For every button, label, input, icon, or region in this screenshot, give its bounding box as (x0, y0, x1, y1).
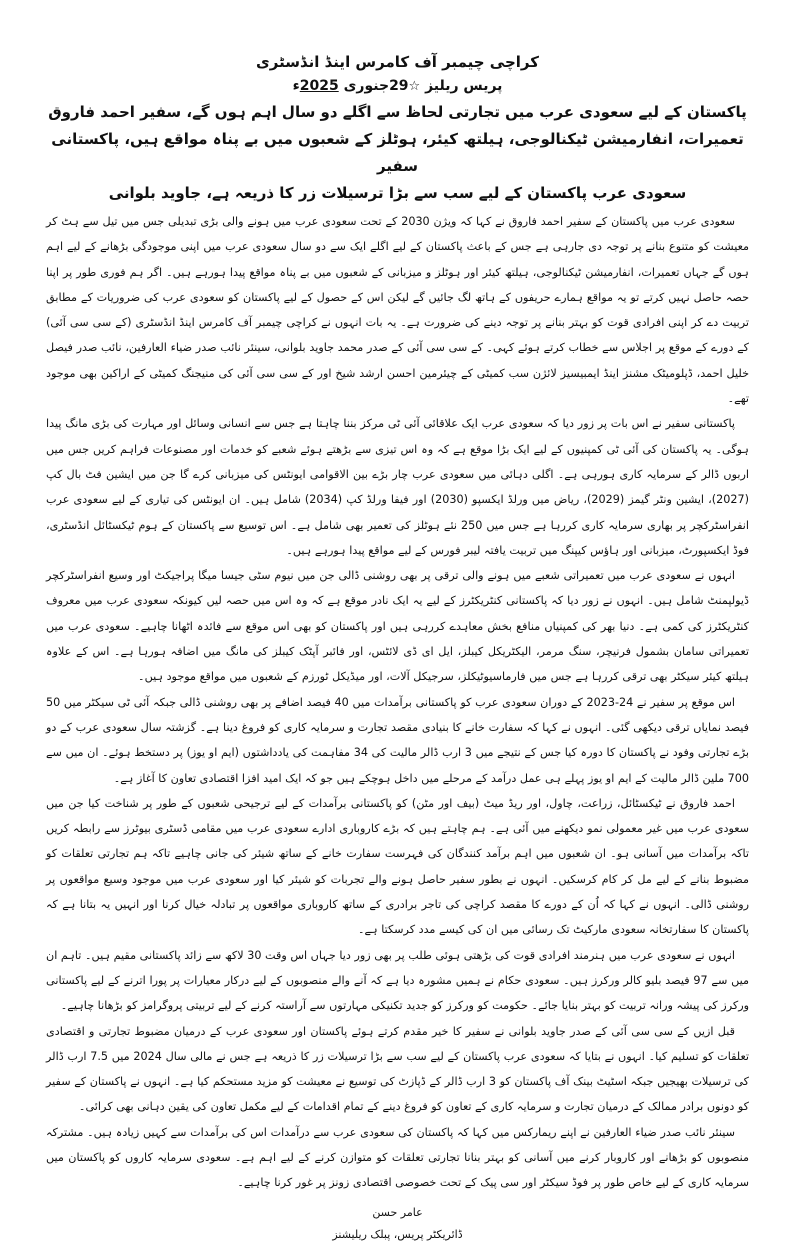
signatory-name: عامر حسن (372, 1205, 423, 1219)
paragraph: انہوں نے سعودی عرب میں تعمیراتی شعبے میں ہونے والی ترقی پر بھی روشنی ڈالی جن میں نیوم سٹی جیسا میگا پراجیکٹ اور وسیع انفراسٹرکچر ڈیولپمنٹ شامل ہیں۔ انہوں نے زور دیا کہ پاکستانی کنٹریکٹرز کے لیے یہ ایک نادر موقع ہے کہ وہ اس میں حصہ لیں کیونکہ سعودی عرب میں معروف کنٹریکٹرز کی کمی ہے۔ دنیا بھر کی کمپنیاں منافع بخش معاہدے کررہی ہیں اور پاکستان کو بھی اس موقع سے فائدہ اٹھانا چاہیے۔ سعودی عرب میں تعمیراتی سامان بشمول فرنیچر، سنگ مرمر، الیکٹریکل کیبلز، ایل ای ڈی لائٹس، اور فائبر آپٹک کیبلز کی مانگ میں اضافہ ہورہا ہے۔ اس کے علاوہ ہیلتھ کیئر سیکٹر بھی ترقی کررہا ہے جس میں فارماسیوٹیکلز، سرجیکل آلات، اور میڈیکل ٹورزم کے شعبوں میں مواقع موجود ہیں۔ (46, 569, 749, 684)
date-month: جنوری (343, 78, 390, 94)
date-year: 2025 (299, 78, 339, 94)
release-label: پریس ریلیز (425, 78, 503, 94)
paragraph: پاکستانی سفیر نے اس بات پر زور دیا کہ سعودی عرب ایک علاقائی آئی ٹی مرکز بننا چاہتا ہے جس سے انسانی وسائل اور مہارت کی بڑی مانگ پیدا ہوگی۔ یہ پاکستان کی آئی ٹی کمپنیوں کے لیے ایک بڑا موقع ہے کہ وہ اس تیزی سے بڑھتے ہوئے شعبے کو خدمات اور مصنوعات فراہم کریں جس میں اربوں ڈالر کے سرمایہ کاری ہورہی ہے۔ اگلی دہائی میں سعودی عرب چار بڑے بین الاقوامی ایونٹس کی میزبانی کرے گا جن میں ایشین فٹ بال کپ (2027)، ایشین ونٹر گیمز (2029)، ریاض میں ورلڈ ایکسپو (2030) اور فیفا ورلڈ کپ (2034) شامل ہیں۔ ان ایونٹس کی تیاری کے لیے سعودی عرب انفراسٹرکچر پر بھاری سرمایہ کاری کررہا ہے جس میں 250 نئے ہوٹلز کی تعمیر بھی شامل ہے۔ اس توسیع سے پاکستان کے ہوم ٹیکسٹائل انڈسٹری، فوڈ ایکسپورٹ، میزبانی اور ہاؤس کیپنگ میں تربیت یافتہ لیبر فورس کے لیے مواقع پیدا ہورہے ہیں۔ (46, 417, 749, 557)
release-date-line (46, 74, 749, 98)
paragraph: سعودی عرب میں پاکستان کے سفیر احمد فاروق نے کہا کہ ویژن 2030 کے تحت سعودی عرب میں ہونے والی بڑی تبدیلی جس میں تیل سے ہٹ کر معیشت کو متنوع بنانے پر توجہ دی جارہی ہے جس کے باعث پاکستان کے لیے اگلے ایک سے دو سال سعودی عرب میں اپنی موجودگی بڑھانے کے لیے اہم ہوں گے جہاں تعمیرات، انفارمیشن ٹیکنالوجی، ہیلتھ کیئر اور ہوٹلز و میزبانی کے شعبوں میں بے پناہ مواقع پیدا ہورہے ہیں۔ اگر ہم فوری طور پر اپنا حصہ حاصل نہیں کرتے تو یہ مواقع ہمارے حریفوں کے ہاتھ لگ جائیں گے لیکن اس کے حصول کے لیے پاکستان کو سعودی عرب کی ضروریات کے مطابق تربیت دے کر اپنی افرادی قوت کو بہتر بنانے پر توجہ دینے کی ضرورت ہے۔ یہ بات انہوں نے کراچی چیمبر آف کامرس اینڈ انڈسٹری (کے سی سی آئی) کے دورے کے موقع پر اجلاس سے خطاب کرتے ہوئے کہی۔ کے سی سی آئی کے صدر محمد جاوید بلوانی، سینئر نائب صدر ضیاء العارفین، نائب صدر فیصل خلیل احمد، ڈپلومیٹک مشنز اینڈ ایمبیسیز لائژن سب کمیٹی کے چیئرمین احسن ارشد شیخ اور کے سی سی آئی کی منیجنگ کمیٹی کے اراکین بھی موجود تھے۔ (46, 215, 749, 406)
star-icon: ☆ (408, 79, 421, 94)
headline-line: سعودی عرب پاکستان کے لیے سب سے بڑا ترسیلات زر کا ذریعہ ہے، جاوید بلوانی (108, 184, 687, 202)
date-suffix: ء (292, 78, 300, 94)
headline-line: پاکستان کے لیے سعودی عرب میں تجارتی لحاظ سے اگلے دو سال اہم ہوں گے، سفیر احمد فاروق (48, 103, 747, 121)
press-release-page (46, 0, 749, 1246)
headline-line: تعمیرات، انفارمیشن ٹیکنالوجی، ہیلتھ کیئر، ہوٹلز کے شعبوں میں بے پناہ مواقع ہیں، پاکستانی سفیر (51, 130, 744, 175)
article-body (46, 209, 749, 1196)
signatory-title: ڈائریکٹر پریس، پبلک ریلیشنز (332, 1227, 463, 1241)
paragraph: سینئر نائب صدر ضیاء العارفین نے اپنے ریمارکس میں کہا کہ پاکستان کی سعودی عرب سے درآمدات اس کی برآمدات سے کہیں زیادہ ہیں۔ مشترکہ منصوبوں کو بڑھانے اور کاروبار کرنے میں آسانی کو بہتر بنانا تجارتی تعلقات کو متوازن کرنے کے لیے اہم ہے۔ سعودی سرمایہ کاروں کو پاکستان میں سرمایہ کاری کے لیے خاص طور پر فوڈ سیکٹر اور سی پیک کے تحت خصوصی اقتصادی زونز پر غور کرنا چاہیے۔ (46, 1125, 749, 1190)
organization-title: کراچی چیمبر آف کامرس اینڈ انڈسٹری (256, 53, 539, 71)
headline (46, 99, 749, 207)
paragraph: اس موقع پر سفیر نے 24-2023 کے دوران سعودی عرب کو پاکستانی برآمدات میں 40 فیصد اضافے پر بھی روشنی ڈالی جبکہ آئی ٹی سیکٹر میں 50 فیصد نمایاں ترقی دیکھی گئی۔ انہوں نے کہا کہ سفارت خانے کا بنیادی مقصد تجارت و سرمایہ کاری کو فروغ دینا ہے۔ گزشتہ سال سعودی عرب کے دو بڑے تجارتی وفود نے پاکستان کا دورہ کیا جس کے نتیجے میں 3 ارب ڈالر مالیت کی 34 مفاہمت کی یادداشتوں (ایم او یوز) پر دستخط ہوئے۔ ان میں سے 700 ملین ڈالر مالیت کے ایم او یوز پہلے ہی عمل درآمد کے مرحلے میں داخل ہوچکے ہیں جو کہ ایک امید افزا اقتصادی تعاون کا آغاز ہے۔ (46, 695, 749, 785)
date-day: 29 (389, 78, 409, 94)
paragraph: احمد فاروق نے ٹیکسٹائل، زراعت، چاول، اور ریڈ میٹ (بیف اور مٹن) کو پاکستانی برآمدات کے لیے ترجیحی شعبوں کے طور پر شناخت کیا جن میں سعودی عرب میں غیر معمولی نمو دیکھنے میں آئی ہے۔ ہم چاہتے ہیں کہ بڑے کاروباری ادارے سعودی عرب میں مقامی ڈسٹری بیوٹرز سے رابطہ کریں تاکہ برآمدات میں آسانی ہو۔ ان شعبوں میں اہم برآمد کنندگان کی فہرست سفارت خانے کے ساتھ شیئر کی جانی چاہیے تاکہ ہم تجارتی تعلقات کو مضبوط بنانے کے لیے مل کر کام کرسکیں۔ انہوں نے بطور سفیر حاصل ہونے والے تجربات کو شیئر کیا اور سعودی عرب میں موجود وسیع مواقعوں پر روشنی ڈالی۔ انہوں نے کہا کہ اُن کے دورے کا مقصد کراچی کی تاجر برادری کے ساتھ کاروباری مواقعوں پر تبادلہ خیال کرنا اور انہیں یہ بتانا ہے کہ پاکستان کا سفارتخانہ سعودی مارکیٹ تک رسائی میں ان کی کیسے مدد کرسکتا ہے۔ (46, 796, 749, 937)
signature-block (46, 1202, 749, 1246)
paragraph: قبل ازیں کے سی سی آئی کے صدر جاوید بلوانی نے سفیر کا خیر مقدم کرتے ہوئے پاکستان اور سعودی عرب کے درمیان مضبوط تجارتی و اقتصادی تعلقات کو تسلیم کیا۔ انہوں نے بتایا کہ سعودی عرب پاکستان کے لیے سب سے بڑا ترسیلات زر کا ذریعہ ہے جس نے مالی سال 2024 میں 7.5 ارب ڈالر کی ترسیلات بھیجیں جبکہ اسٹیٹ بینک آف پاکستان کو 3 ارب ڈالر کے ڈپازٹ کی توسیع نے معیشت کو مزید مستحکم کیا ہے۔ انہوں نے پاکستان کے سفیر کو دونوں برادر ممالک کے درمیان تجارت و سرمایہ کاری کے تعاون کو فروغ دینے کے تمام اقدامات کے لیے مکمل تعاون کی یقین دہانی بھی کرائی۔ (46, 1024, 749, 1114)
paragraph: انہوں نے سعودی عرب میں ہنرمند افرادی قوت کی بڑھتی ہوئی طلب پر بھی زور دیا جہاں اس وقت 30 لاکھ سے زائد پاکستانی مقیم ہیں۔ تاہم ان میں سے 97 فیصد بلیو کالر ورکرز ہیں۔ سعودی حکام نے ہمیں مشورہ دیا ہے کہ آنے والے منصوبوں کے لیے درکار معیارات پر پورا اترنے کے لیے پاکستانی ورکرز کی پیشہ ورانہ تربیت کو بہتر بنایا جائے۔ حکومت کو ورکرز کو جدید تکنیکی مہارتوں سے آراستہ کرنے کے لیے تربیتی پروگرامز کو بڑھانا چاہیے۔ (46, 948, 749, 1013)
